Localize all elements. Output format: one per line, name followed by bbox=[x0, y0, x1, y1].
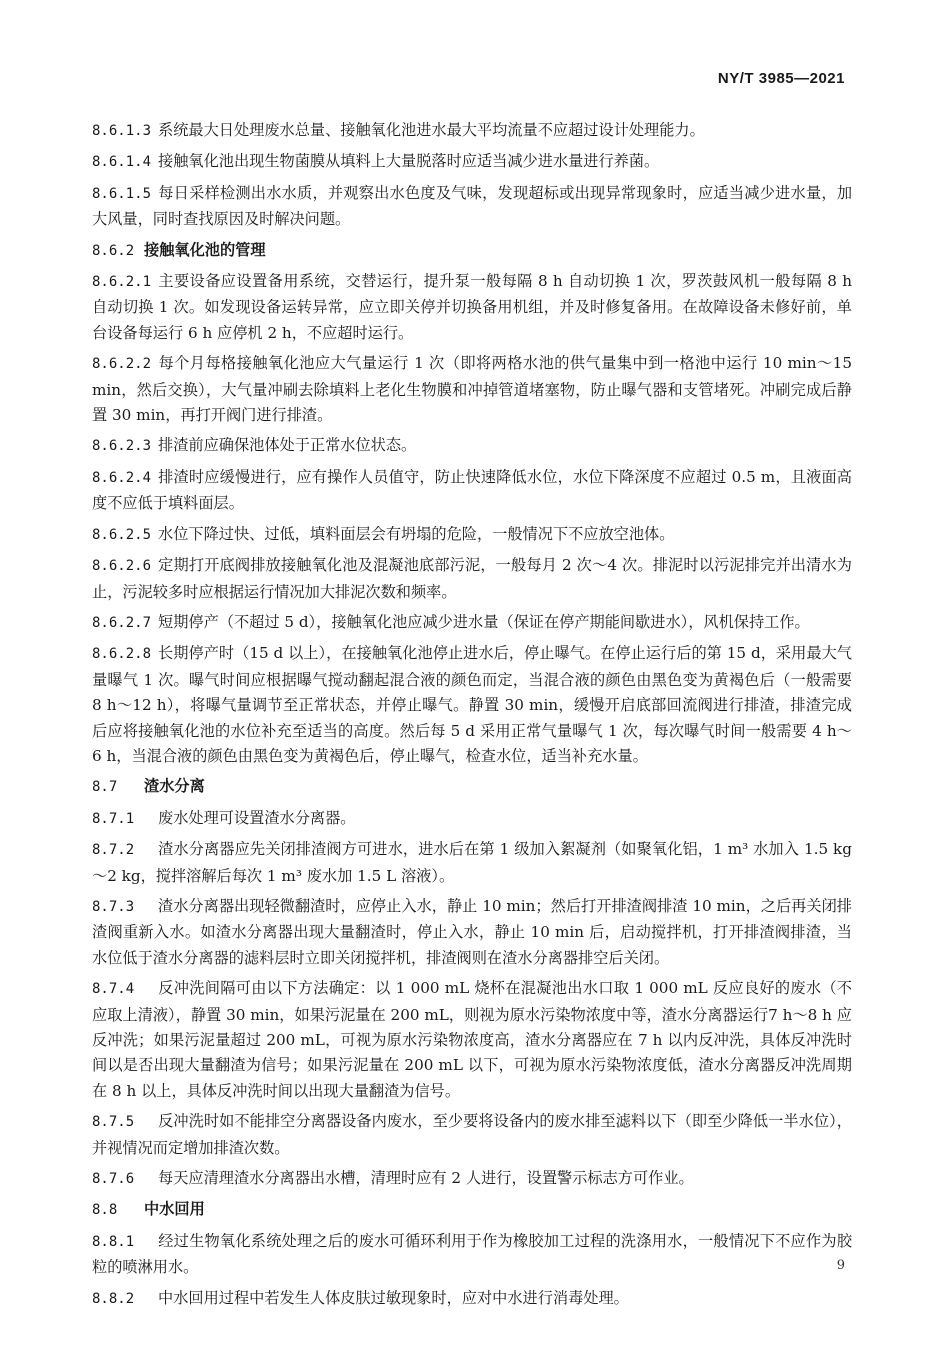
document-body bbox=[92, 118, 852, 1317]
clause-number: 8.6.2.8 bbox=[92, 646, 152, 663]
clause-number: 8.7 bbox=[92, 779, 118, 796]
clause-number: 8.6.2.3 bbox=[92, 438, 152, 455]
clause-number: 8.7.2 bbox=[92, 842, 135, 859]
section-title: 接触氧化池的管理 bbox=[144, 240, 266, 259]
clause-number: 8.6.2 bbox=[92, 242, 135, 259]
clause-number: 8.7.4 bbox=[92, 981, 135, 998]
clause-paragraph bbox=[92, 269, 852, 346]
clause-paragraph bbox=[92, 181, 852, 233]
clause-paragraph bbox=[92, 641, 852, 769]
clause-number: 8.7.1 bbox=[92, 810, 135, 827]
clause-number: 8.6.2.7 bbox=[92, 614, 152, 631]
section-title: 渣水分离 bbox=[144, 777, 205, 796]
clause-paragraph bbox=[92, 837, 852, 889]
clause-number: 8.6.1.4 bbox=[92, 154, 152, 171]
clause-paragraph bbox=[92, 976, 852, 1104]
clause-text: 接触氧化池出现生物菌膜从填料上大量脱落时应适当减少进水量进行养菌。 bbox=[158, 152, 660, 171]
clause-text: 长期停产时（15 d 以上），在接触氧化池停止进水后，停止曝气。在停止运行后的第 15 d，采用最大气量曝气 1 次。曝气时间应根据曝气搅动翻起混合液的颜色而定，当混合液的颜色由黑色变为黄褐色后（一般需要 8 h～12 h），将曝气量调节至正常状态，并停止曝气。静置 30 min，缓慢开启底部回流阀进行排渣，排渣完成后应将接触氧化池的水位补充至适当的高度。然后每 5 d 采用正常气量曝气 1 次，每次曝气时间一般需要 4 h～6 h，当混合液的颜色由黑色变为黄褐色后，停止曝气，检查水位，适当补充水量。 bbox=[92, 644, 852, 765]
standard-code: NY/T 3985—2021 bbox=[717, 70, 845, 87]
clause-number: 8.6.1.3 bbox=[92, 123, 152, 139]
clause-paragraph bbox=[92, 1229, 852, 1281]
clause-text: 排渣时应缓慢进行，应有操作人员值守，防止快速降低水位，水位下降深度不应超过 0.5 m，且液面高度不应低于填料面层。 bbox=[92, 467, 852, 513]
section-heading bbox=[92, 238, 852, 264]
clause-number: 8.8.1 bbox=[92, 1233, 135, 1250]
clause-number: 8.7.3 bbox=[92, 898, 135, 915]
clause-text: 反冲洗时如不能排空分离器设备内废水，至少要将设备内的废水排至滤料以下（即至少降低一半水位），并视情况而定增加排渣次数。 bbox=[92, 1112, 852, 1157]
clause-number: 8.6.2.4 bbox=[92, 469, 152, 486]
clause-text: 每天应清理渣水分离器出水槽，清理时应有 2 人进行，设置警示标志方可作业。 bbox=[158, 1169, 694, 1188]
clause-paragraph bbox=[92, 1109, 852, 1161]
clause-number: 8.6.2.6 bbox=[92, 558, 152, 575]
clause-text: 中水回用过程中若发生人体皮肤过敏现象时，应对中水进行消毒处理。 bbox=[158, 1288, 629, 1307]
clause-paragraph bbox=[92, 522, 852, 548]
clause-text: 每个月每格接触氧化池应大气量运行 1 次（即将两格水池的供气量集中到一格池中运行 10 min～15 min，然后交换），大气量冲刷去除填料上老化生物膜和冲掉管道堵塞物，防止曝气器和支管堵死。冲刷完成后静置 30 min，再打开阀门进行排渣。 bbox=[92, 354, 852, 425]
clause-text: 渣水分离器应先关闭排渣阀方可进水，进水后在第 1 级加入絮凝剂（如聚氧化铝，1 m³ 水加入 1.5 kg～2 kg，搅拌溶解后每次 1 m³ 废水加 1.5 L 溶液）。 bbox=[92, 840, 852, 885]
clause-number: 8.8.2 bbox=[92, 1290, 135, 1307]
section-heading bbox=[92, 774, 852, 800]
clause-paragraph bbox=[92, 433, 852, 459]
clause-number: 8.6.2.5 bbox=[92, 526, 152, 543]
clause-number: 8.7.5 bbox=[92, 1114, 135, 1131]
clause-text: 经过生物氧化系统处理之后的废水可循环利用于作为橡胶加工过程的洗涤用水，一般情况下不应作为胶粒的喷淋用水。 bbox=[92, 1231, 852, 1277]
clause-number: 8.7.6 bbox=[92, 1171, 135, 1188]
clause-number: 8.6.2.2 bbox=[92, 356, 152, 373]
section-heading bbox=[92, 1197, 852, 1223]
clause-paragraph bbox=[92, 1286, 852, 1312]
clause-text: 废水处理可设置渣水分离器。 bbox=[158, 808, 356, 827]
clause-paragraph bbox=[92, 894, 852, 971]
clause-paragraph bbox=[92, 1166, 852, 1192]
clause-text: 渣水分离器出现轻微翻渣时，应停止入水，静止 10 min；然后打开排渣阀排渣 10 min，之后再关闭排渣阀重新入水。如渣水分离器出现大量翻渣时，停止入水，静止 10 min 后，启动搅拌机，打开排渣阀排渣，当水位低于渣水分离器的滤料层时立即关闭搅拌机，排渣阀则在渣水分离器排空后关闭。 bbox=[92, 896, 852, 967]
clause-text: 水位下降过快、过低，填料面层会有坍塌的危险，一般情况下不应放空池体。 bbox=[158, 524, 675, 543]
clause-text: 系统最大日处理废水总量、接触氧化池进水最大平均流量不应超过设计处理能力。 bbox=[158, 121, 705, 139]
clause-paragraph bbox=[92, 553, 852, 605]
page-number: 9 bbox=[836, 1258, 845, 1273]
clause-text: 定期打开底阀排放接触氧化池及混凝池底部污泥，一般每月 2 次～4 次。排泥时以污泥排完并出清水为止，污泥较多时应根据运行情况加大排泥次数和频率。 bbox=[92, 556, 852, 601]
clause-number: 8.6.1.5 bbox=[92, 185, 152, 202]
clause-paragraph bbox=[92, 610, 852, 636]
clause-text: 短期停产（不超过 5 d），接触氧化池应减少进水量（保证在停产期能间歇进水），风机保持工作。 bbox=[158, 612, 810, 631]
clause-paragraph bbox=[92, 149, 852, 175]
clause-paragraph bbox=[92, 806, 852, 832]
section-title: 中水回用 bbox=[144, 1200, 205, 1219]
clause-text: 每日采样检测出水水质，并观察出水色度及气味，发现超标或出现异常现象时，应适当减少进水量，加大风量，同时查找原因及时解决问题。 bbox=[92, 183, 852, 229]
clause-paragraph bbox=[92, 465, 852, 517]
clause-paragraph bbox=[92, 118, 852, 144]
clause-paragraph bbox=[92, 351, 852, 428]
clause-text: 排渣前应确保池体处于正常水位状态。 bbox=[158, 436, 417, 455]
clause-text: 反冲洗间隔可由以下方法确定：以 1 000 mL 烧杯在混凝池出水口取 1 000 mL 反应良好的废水（不应取上清液），静置 30 min，如果污泥量在 200 mL，则视为原水污染物浓度中等，渣水分离器运行7 h～8 h 应反冲洗；如果污泥量超过 200 mL，可视为原水污染物浓度高，渣水分离器应在 7 h 以内反冲洗，具体反冲洗时间以是否出现大量翻渣为信号；如果污泥量在 200 mL 以下，可视为原水污染物浓度低，渣水分离器反冲洗周期在 8 h 以上，具体反冲洗时间以出现大量翻渣为信号。 bbox=[92, 979, 852, 1100]
clause-number: 8.8 bbox=[92, 1202, 118, 1219]
clause-number: 8.6.2.1 bbox=[92, 274, 152, 291]
clause-text: 主要设备应设置备用系统，交替运行，提升泵一般每隔 8 h 自动切换 1 次，罗茨鼓风机一般每隔 8 h 自动切换 1 次。如发现设备运转异常，应立即关停并切换备用机组，并及时修复备用。在故障设备未修好前，单台设备每运行 6 h 应停机 2 h，不应超时运行。 bbox=[92, 272, 852, 342]
